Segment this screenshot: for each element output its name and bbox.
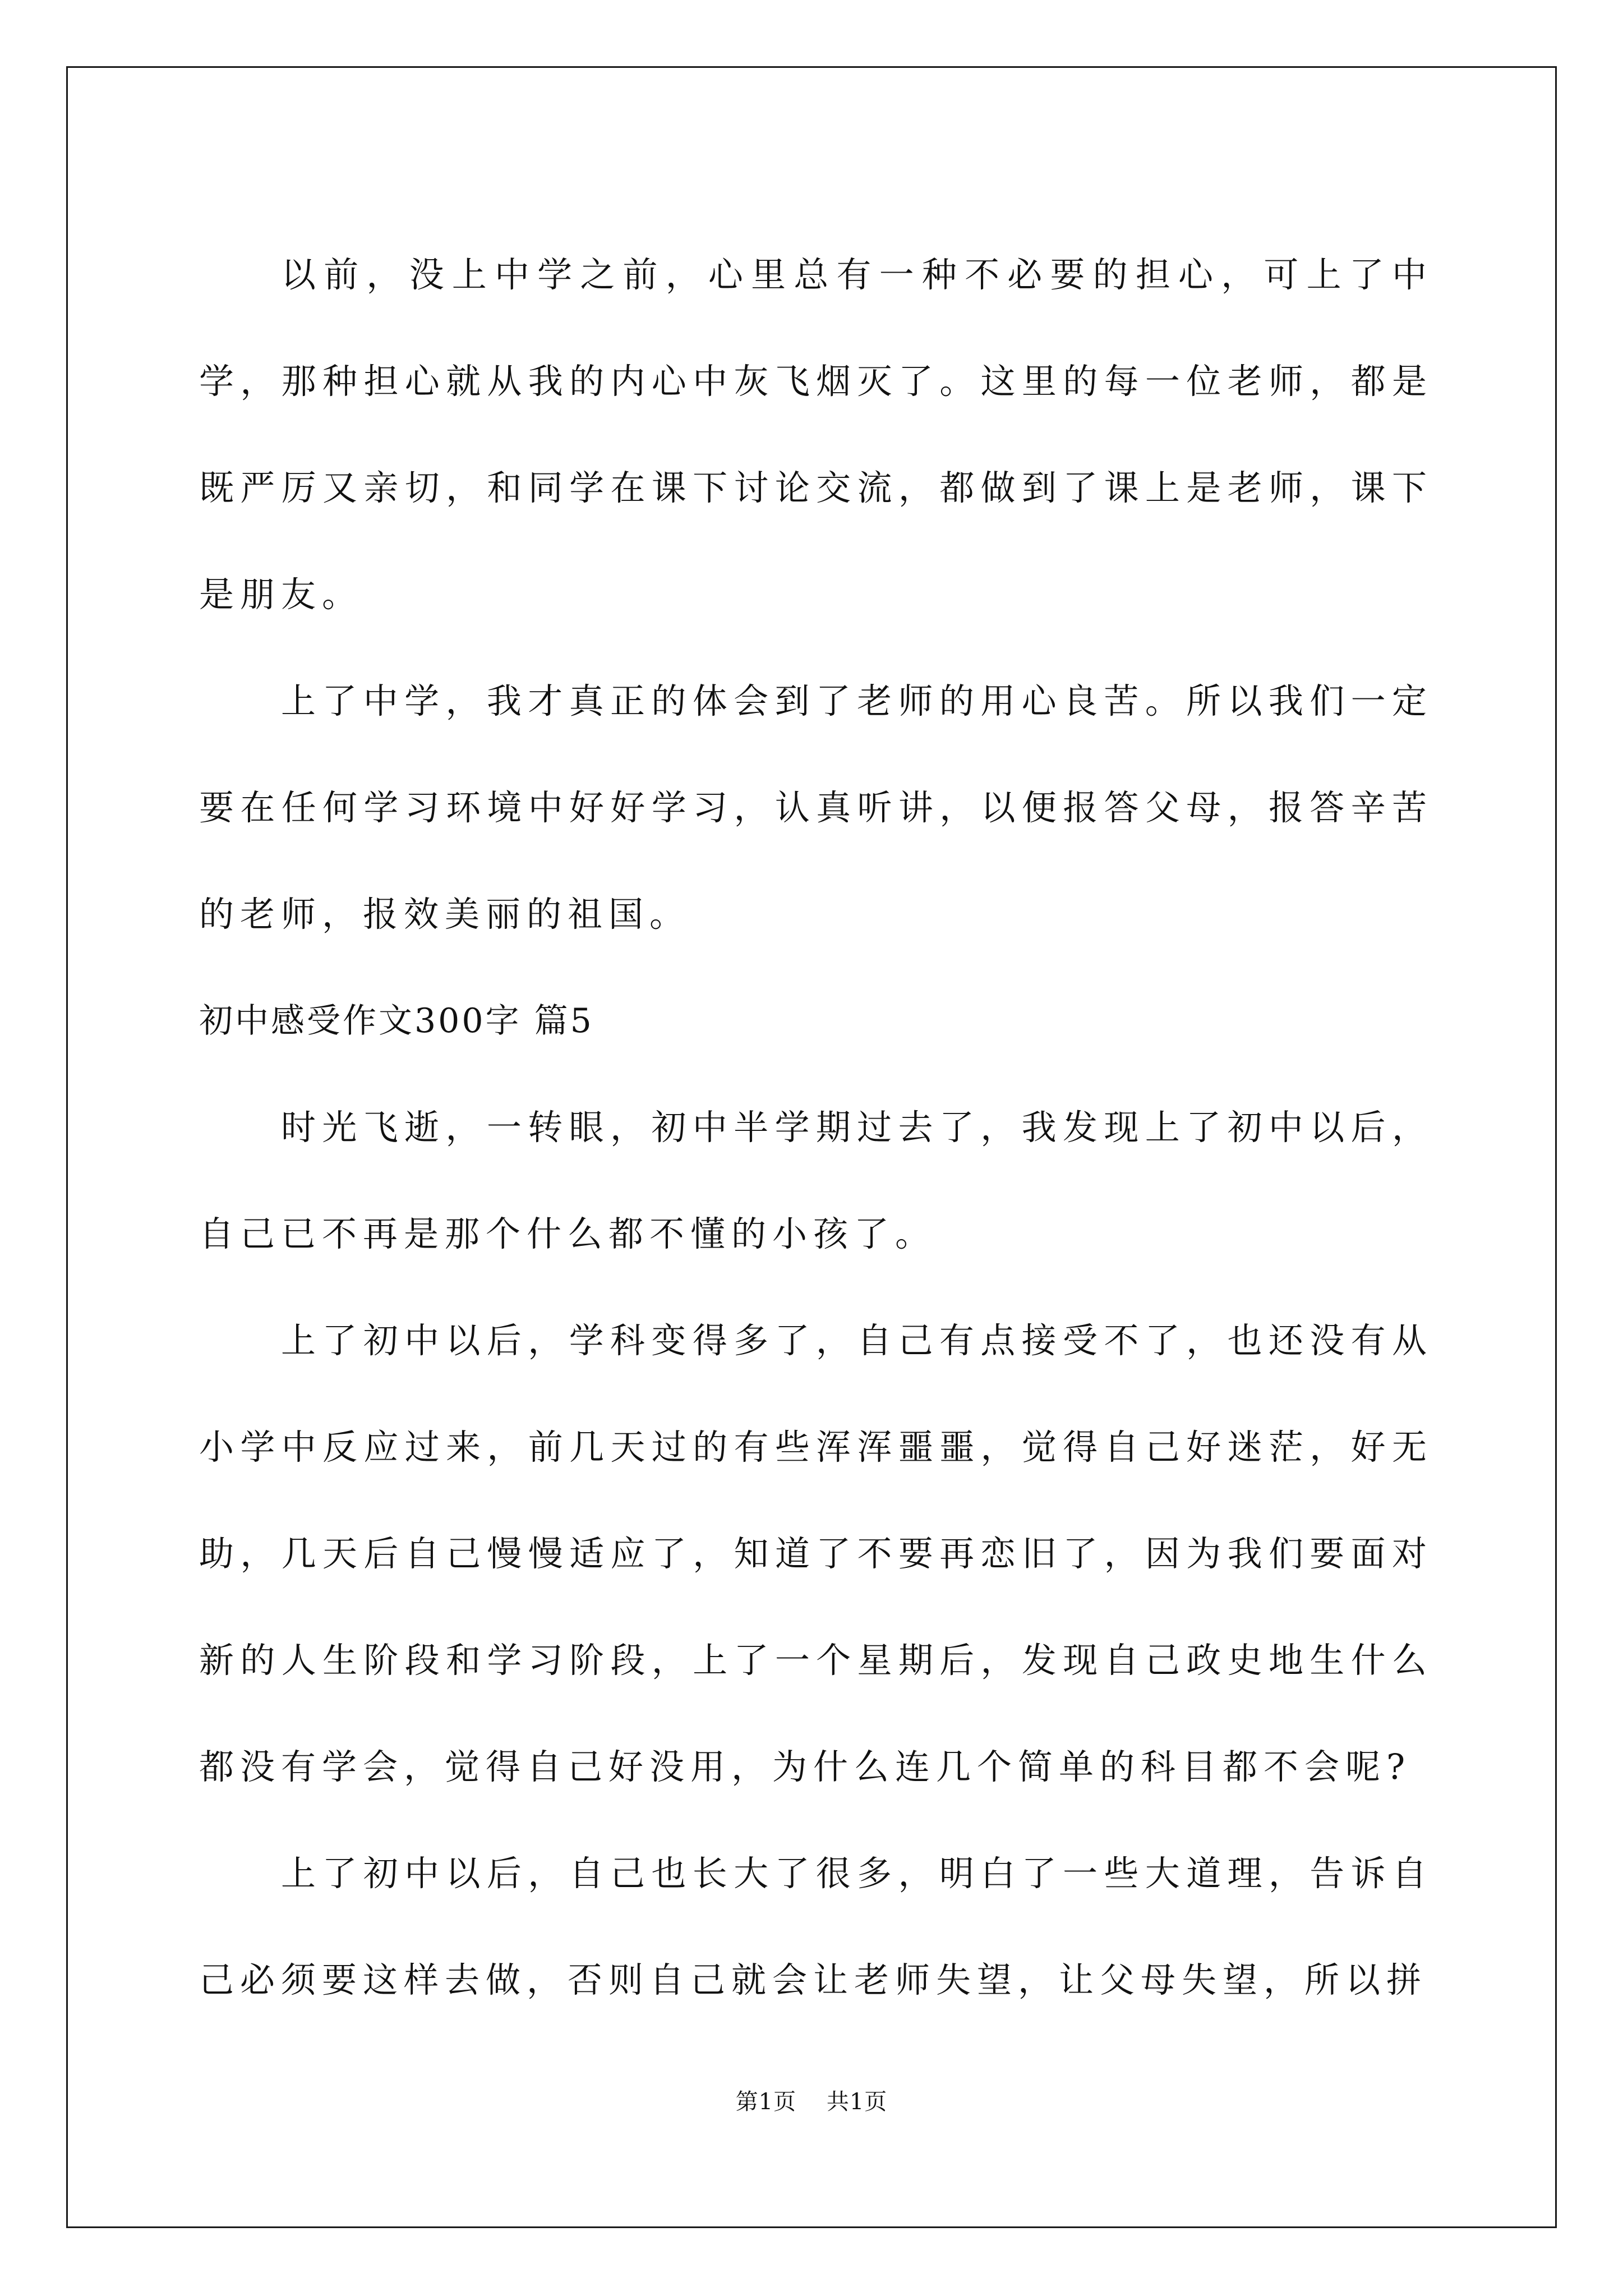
page-footer xyxy=(0,2084,1623,2116)
section-heading: 初中感受作文300字 篇5 xyxy=(199,1001,594,1041)
document-body xyxy=(199,222,1433,2033)
paragraph-4: 上了初中以后，学科变得多了，自己有点接受不了，也还没有从小学中反应过来，前几天过的有些浑浑噩噩，觉得自己好迷茫，好无助，几天后自己慢慢适应了，知道了不要再恋旧了，因为我们要面对新的人生阶段和学习阶段，上了一个星期后，发现自己政史地生什么都没有学会，觉得自己好没用，为什么连几个简单的科目都不会呢? xyxy=(199,1320,1433,1787)
paragraph-2: 上了中学，我才真正的体会到了老师的用心良苦。所以我们一定要在任何学习环境中好好学习，认真听讲，以便报答父母，报答辛苦的老师，报效美丽的祖国。 xyxy=(199,680,1433,935)
paragraph-3: 时光飞逝，一转眼，初中半学期过去了，我发现上了初中以后，自己已不再是那个什么都不懂的小孩了。 xyxy=(199,1107,1433,1254)
paragraph-1: 以前，没上中学之前，心里总有一种不必要的担心，可上了中学，那种担心就从我的内心中灰飞烟灭了。这里的每一位老师，都是既严厉又亲切，和同学在课下讨论交流，都做到了课上是老师，课下是朋友。 xyxy=(199,254,1433,615)
page-number: 第1页 xyxy=(735,2089,797,2115)
paragraph-5: 上了初中以后，自己也长大了很多，明白了一些大道理，告诉自己必须要这样去做，否则自己就会让老师失望，让父母失望，所以拼 xyxy=(199,1853,1433,2000)
page-total: 共1页 xyxy=(826,2089,888,2115)
